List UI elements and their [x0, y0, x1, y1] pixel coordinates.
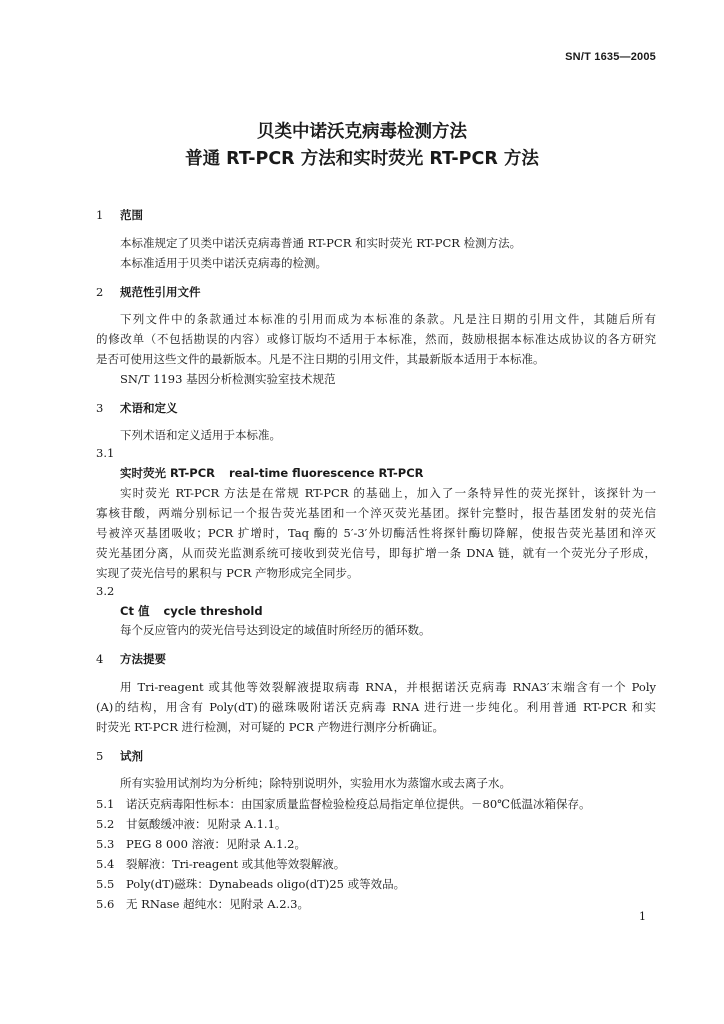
section-title: 规范性引用文件: [120, 285, 201, 299]
term-heading: [120, 603, 263, 619]
item-text: PEG 8 000 溶液：见附录 A.1.2。: [126, 837, 306, 851]
section-heading-5: [96, 748, 143, 764]
paragraph-line: 实时荧光 RT-PCR 方法是在常规 RT-PCR 的基础上，加入了一条特异性的荧光探针，该探针为一: [120, 486, 656, 500]
reagent-item: [96, 816, 286, 832]
term-heading: [120, 465, 424, 481]
section-number: 1: [96, 208, 104, 222]
reagent-item: [96, 836, 306, 852]
paragraph-line: 是否可使用这些文件的最新版本。凡是不注日期的引用文件，其最新版本适用于本标准。: [96, 352, 545, 366]
section-heading-2: [96, 284, 201, 300]
section-number: 3: [96, 401, 104, 415]
section-heading-1: [96, 207, 143, 223]
reagent-item: [96, 896, 309, 912]
paragraph-line: 所有实验用试剂均为分析纯；除特别说明外，实验用水为蒸馏水或去离子水。: [120, 776, 511, 790]
item-text: 甘氨酸缓冲液：见附录 A.1.1。: [126, 817, 287, 831]
term-english: cycle threshold: [163, 604, 263, 618]
subsection-number: 3.1: [96, 446, 115, 460]
reagent-item: [96, 796, 591, 812]
paragraph-line: (A)的结构，用含有 Poly(dT)的磁珠吸附诺沃克病毒 RNA 进行进一步纯化。利用普通 RT-PCR 和实: [96, 700, 656, 714]
standard-code: SN/T 1635—2005: [565, 51, 656, 63]
item-text: 诺沃克病毒阳性标本：由国家质量监督检验检疫总局指定单位提供。－80℃低温冰箱保存。: [126, 797, 591, 811]
document-subtitle: 普通 RT-PCR 方法和实时荧光 RT-PCR 方法: [185, 149, 539, 169]
paragraph-line: 用 Tri-reagent 或其他等效裂解液提取病毒 RNA，并根据诺沃克病毒 RNA3′末端含有一个 Poly: [120, 680, 656, 694]
section-number: 4: [96, 652, 104, 666]
item-number: 5.3: [96, 837, 115, 851]
section-heading-4: [96, 651, 166, 667]
paragraph-line: 时荧光 RT-PCR 进行检测，对可疑的 PCR 产物进行测序分析确证。: [96, 720, 445, 734]
paragraph-line: 的修改单（不包括勘误的内容）或修订版均不适用于本标准，然而，鼓励根据本标准达成协议的各方研究: [96, 332, 656, 346]
paragraph-line: 寡核苷酸，两端分别标记一个报告荧光基团和一个淬灭荧光基团。探针完整时，报告基团发射的荧光信: [96, 506, 656, 520]
term-chinese: Ct 值: [120, 604, 150, 618]
section-title: 范围: [120, 208, 144, 222]
section-number: 5: [96, 749, 104, 763]
paragraph-line: 实现了荧光信号的累积与 PCR 产物形成完全同步。: [96, 566, 359, 580]
term-chinese: 实时荧光 RT-PCR: [120, 466, 215, 480]
paragraph-line: 本标准适用于贝类中诺沃克病毒的检测。: [120, 256, 327, 270]
item-number: 5.4: [96, 857, 115, 871]
document-title: 贝类中诺沃克病毒检测方法: [257, 122, 467, 142]
section-title: 试剂: [120, 749, 144, 763]
page-number: 1: [639, 910, 646, 923]
item-text: 裂解液：Tri-reagent 或其他等效裂解液。: [126, 857, 346, 871]
item-number: 5.1: [96, 797, 115, 811]
item-text: 无 RNase 超纯水：见附录 A.2.3。: [126, 897, 309, 911]
section-title: 方法提要: [120, 652, 167, 666]
term-english: real-time fluorescence RT-PCR: [229, 466, 424, 480]
paragraph-line: 下列文件中的条款通过本标准的引用而成为本标准的条款。凡是注日期的引用文件，其随后所有: [120, 312, 656, 326]
paragraph-line: 下列术语和定义适用于本标准。: [120, 428, 281, 442]
paragraph-line: 号被淬灭基团吸收；PCR 扩增时，Taq 酶的 5′-3′外切酶活性将探针酶切降解，使报告荧光基团和淬灭: [96, 526, 656, 540]
item-number: 5.6: [96, 897, 115, 911]
paragraph-line: 本标准规定了贝类中诺沃克病毒普通 RT-PCR 和实时荧光 RT-PCR 检测方法。: [120, 236, 522, 250]
subsection-number: 3.2: [96, 584, 115, 598]
reagent-item: [96, 876, 405, 892]
reagent-item: [96, 856, 345, 872]
reference-entry: SN/T 1193 基因分析检测实验室技术规范: [120, 372, 336, 386]
section-heading-3: [96, 400, 178, 416]
item-number: 5.2: [96, 817, 115, 831]
paragraph-line: 荧光基团分离，从而荧光监测系统可接收到荧光信号，即每扩增一条 DNA 链，就有一个荧光分子形成，: [96, 546, 656, 560]
item-number: 5.5: [96, 877, 115, 891]
item-text: Poly(dT)磁珠：Dynabeads oligo(dT)25 或等效品。: [126, 877, 406, 891]
section-number: 2: [96, 285, 104, 299]
paragraph-line: 每个反应管内的荧光信号达到设定的域值时所经历的循环数。: [120, 623, 431, 637]
section-title: 术语和定义: [120, 401, 178, 415]
